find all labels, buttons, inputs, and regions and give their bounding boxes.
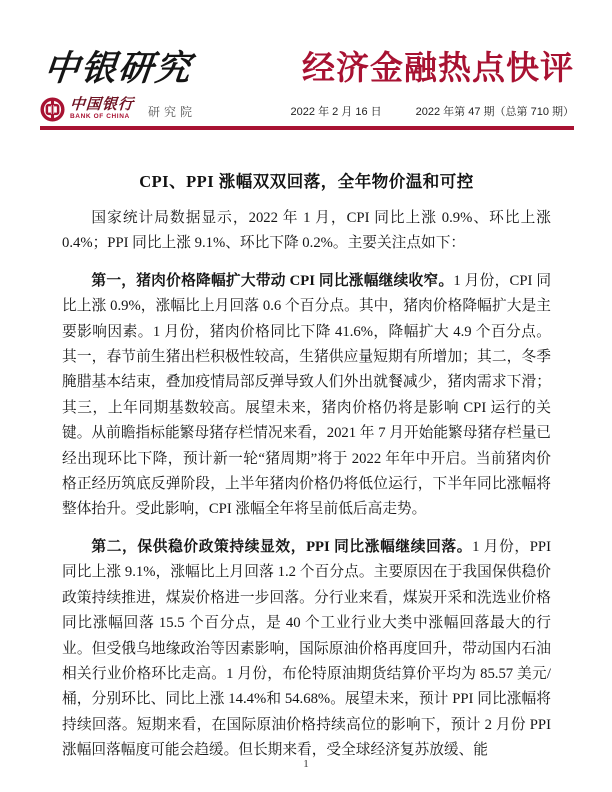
brand-calligraphy-logo: 中银研究 — [41, 48, 195, 89]
issue-number: 2022 年第 47 期（总第 710 期） — [415, 105, 574, 118]
publication-title: 经济金融热点快评 — [302, 49, 574, 86]
issue-date: 2022 年 2 月 16 日 — [290, 105, 382, 118]
boc-logo-icon — [40, 97, 65, 122]
report-header — [40, 0, 574, 130]
paragraph-text: 1 月份，PPI 同比上涨 9.1%，涨幅比上月回落 1.2 个百分点。主要原因在于我国保供稳价政策持续推进，煤炭价格进一步回落。分行业来看，煤炭开采和洗选业价格同比涨幅回落 15.5 个百分点，是 40 个工业行业大类中涨幅回落最大的行业。但受俄乌地缘政治等因素影响，国际原油价格再度回升，带动国内石油相关行业价格环比走高。1 月份，布伦特原油期货结算价平均为 85.57 美元/桶，分别环比、同比上涨 14.4%和 54.68%。展望未来，预计 PPI 同比涨幅将持续回落。短期来看，在国际原油价格持续高位的影响下，预计 2 月份 PPI 涨幅回落幅度可能会趋缓。但长期来看，受全球经济复苏放缓、能 — [62, 538, 551, 759]
paragraph-intro — [62, 206, 551, 257]
header-divider — [40, 126, 574, 131]
bank-name-en: BANK OF CHINA — [70, 112, 130, 120]
page-number: 1 — [303, 758, 309, 770]
paragraph-point-one — [62, 269, 551, 523]
research-institute-label: 研究院 — [148, 104, 197, 119]
bank-identity — [40, 94, 197, 122]
article-title: CPI、PPI 涨幅双双回落，全年物价温和可控 — [139, 172, 474, 191]
paragraph-text: 1 月份，CPI 同比上涨 0.9%，涨幅比上月回落 0.6 个百分点。其中，猪肉价格降幅扩大是主要影响因素。1 月份，猪肉价格同比下降 41.6%，降幅扩大 4.9 个百分点。其一，春节前生猪出栏积极性较高，生猪供应量短期有所增加；其二，冬季腌腊基本结束，叠加疫情局部反弹导致人们外出就餐减少，猪肉需求下滑；其三，上年同期基数较高。展望未来，猪肉价格仍将是影响 CPI 运行的关键。从前瞻指标能繁母猪存栏情况来看，2021 年 7 月开始能繁母猪存栏量已经出现环比下降，预计新一轮“猪周期”将于 2022 年年中开启。当前猪肉价格正经历筑底反弹阶段，上半年猪肉价格仍将低位运行，下半年同比涨幅将整体抬升。受此影响，CPI 涨幅全年将呈前低后高走势。 — [62, 272, 552, 518]
header-top-row — [40, 50, 574, 89]
bank-name-cn: 中国银行 — [69, 94, 135, 113]
paragraph-text: 国家统计局数据显示，2022 年 1 月，CPI 同比上涨 0.9%、环比上涨 0.4%；PPI 同比上涨 9.1%、环比下降 0.2%。主要关注点如下： — [62, 210, 551, 252]
paragraph-point-two — [62, 535, 551, 764]
paragraph-lead: 第一，猪肉价格降幅扩大带动 CPI 同比涨幅继续收窄。 — [91, 272, 454, 289]
article-body — [62, 168, 551, 764]
bank-name-block — [69, 94, 135, 121]
issue-meta — [291, 103, 574, 122]
header-bottom-row — [40, 94, 574, 122]
paragraph-lead: 第二，保供稳价政策持续显效，PPI 同比涨幅继续回落。 — [91, 538, 473, 555]
